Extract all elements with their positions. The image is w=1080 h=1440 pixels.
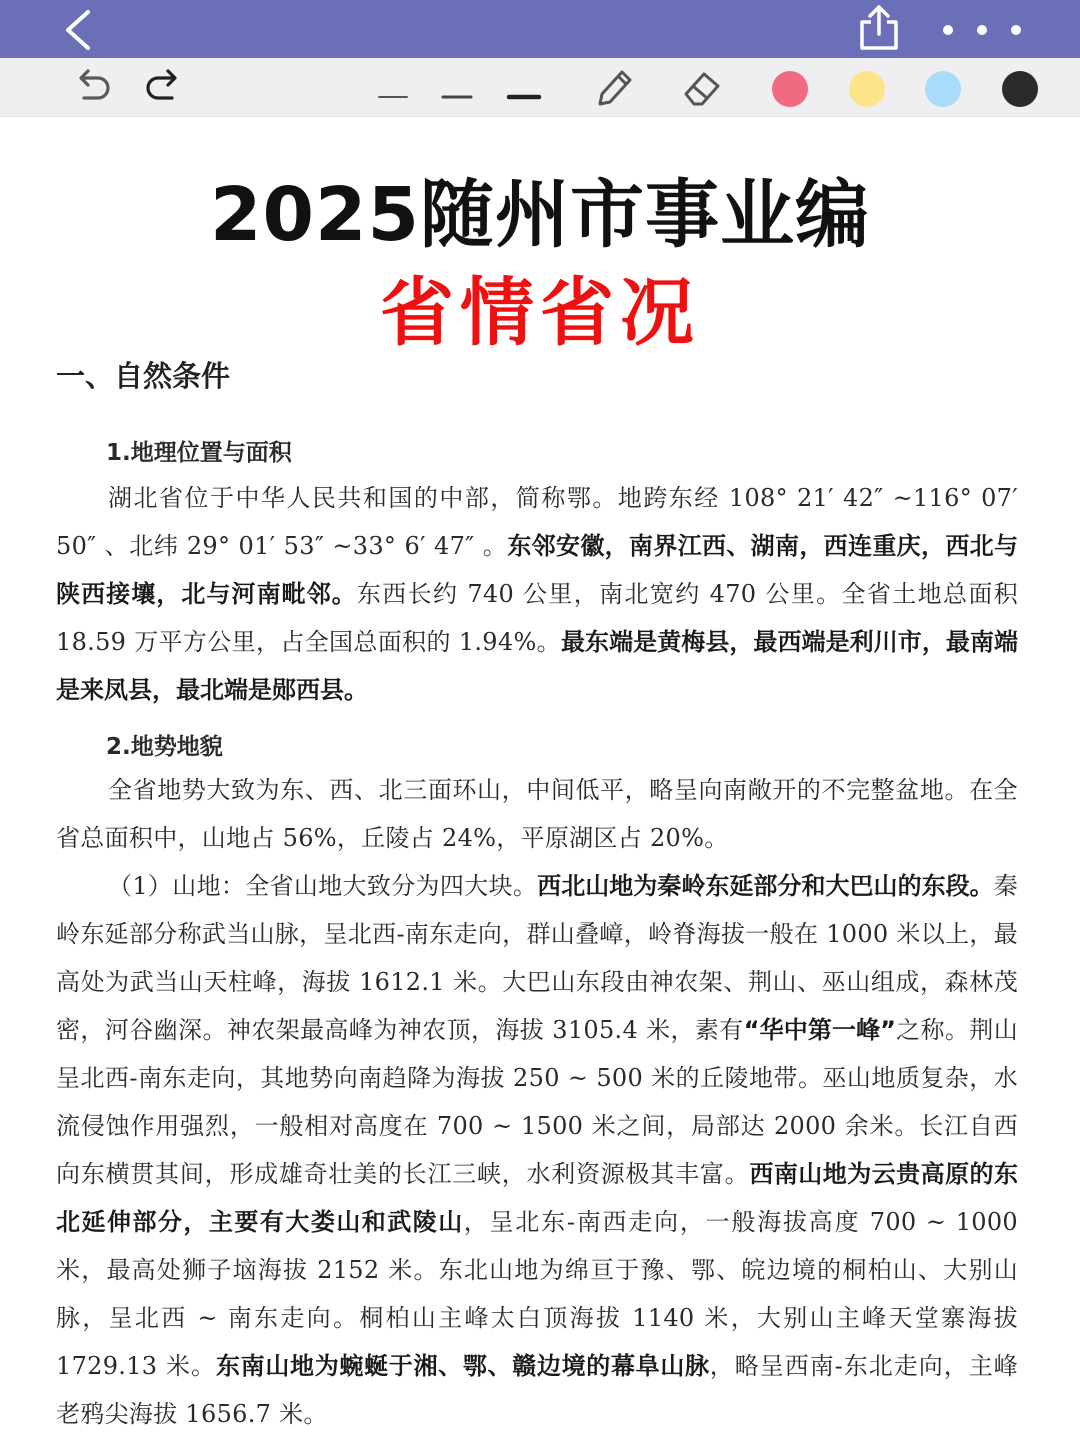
eraser-icon[interactable]: [680, 66, 722, 108]
color-dot-black[interactable]: [1002, 71, 1038, 107]
color-dot-pink[interactable]: [772, 71, 808, 107]
thick-line-icon[interactable]: [506, 66, 542, 108]
top-app-bar: [0, 0, 1080, 58]
bold-text-run: 最东端是黄梅县，最西端是利川市，最南端是来凤县，最北端是郧西县。: [56, 628, 1019, 704]
thin-line-icon[interactable]: [376, 66, 410, 108]
redo-icon[interactable]: [146, 66, 186, 108]
bold-text-run: 东邻安徽，南界江西、湖南，西连重庆，西北与陕西接壤，北与河南毗邻。: [56, 532, 1019, 608]
text-run: ，呈北东-南西走向，一般海拔高度 700 ~ 1000 米，最高处狮子垴海拔 2152 米。东北山地为绵亘于豫、鄂、皖边境的桐柏山、大别山脉，呈北西 ~ 南东走向。桐柏山主峰太白顶海拔 1140 米，大别山主峰天堂寨海拔 1729.13 米。: [56, 1208, 1019, 1380]
text-run: 东西长约 740 公里，南北宽约 470 公里。全省土地总面积 18.59 万平方公里，占全国总面积的 1.94%。: [56, 580, 1018, 656]
subsection-heading-location: 1.地理位置与面积: [106, 440, 292, 466]
pen-icon[interactable]: [592, 66, 634, 108]
text-run: 湖北省位于中华人民共和国的中部，简称鄂。地跨东经 108° 21′ 42″ ~116° 07′ 50″ 、北纬 29° 01′ 53″ ~33° 6′ 47″ 。: [56, 484, 1018, 560]
share-icon[interactable]: [856, 4, 902, 52]
more-dots-icon[interactable]: [936, 18, 1028, 42]
bold-text-run: 东南山地为蜿蜒于湘、鄂、赣边境的幕阜山脉: [215, 1352, 710, 1380]
text-run: （1）山地：全省山地大致分为四大块。: [108, 872, 538, 900]
color-dot-yellow[interactable]: [849, 71, 885, 107]
paragraph-mountains: [56, 862, 1018, 1438]
color-dot-light-blue[interactable]: [925, 71, 961, 107]
text-run: 秦岭东延部分称武当山脉，呈北西-南东走向，群山叠嶂，岭脊海拔一般在 1000 米以上，最高处为武当山天柱峰，海拔 1612.1 米。大巴山东段由神农架、荆山、巫山组成，森林茂密，河谷幽深。神农架最高峰为神农顶，海拔 3105.4 米，素有: [56, 872, 1019, 1044]
document-subtitle: 省情省况: [380, 270, 700, 356]
paragraph-terrain: [56, 766, 1018, 862]
document-title: 2025随州市事业编: [210, 172, 870, 258]
text-run: ，略呈西南-东北走向，主峰老鸦尖海拔 1656.7 米。: [56, 1352, 1019, 1428]
bold-text-run: 西北山地为秦岭东延部分和大巴山的东段。: [537, 872, 994, 900]
undo-icon[interactable]: [70, 66, 110, 108]
annotation-toolbar: [0, 58, 1080, 117]
section-heading-natural-conditions: 一、自然条件: [56, 359, 231, 393]
bold-text-run: 西南山地为云贵高原的东北延伸部分，主要有大娄山和武陵山: [56, 1160, 1019, 1236]
text-run: 之称。荆山呈北西-南东走向，其地势向南趋降为海拔 250 ~ 500 米的丘陵地带。巫山地质复杂，水流侵蚀作用强烈，一般相对高度在 700 ~ 1500 米之间，局部达 2000 余米。长江自西向东横贯其间，形成雄奇壮美的长江三峡，水利资源极其丰富。: [56, 1016, 1019, 1188]
text-run: 全省地势大致为东、西、北三面环山，中间低平，略呈向南敞开的不完整盆地。在全省总面积中，山地占 56%，丘陵占 24%，平原湖区占 20%。: [56, 776, 1018, 852]
back-chevron-icon[interactable]: [58, 8, 98, 52]
subsection-heading-terrain: 2.地势地貌: [106, 734, 223, 760]
bold-text-run: “华中第一峰”: [743, 1016, 896, 1044]
paragraph-location: [56, 474, 1018, 714]
medium-line-icon[interactable]: [440, 66, 474, 108]
